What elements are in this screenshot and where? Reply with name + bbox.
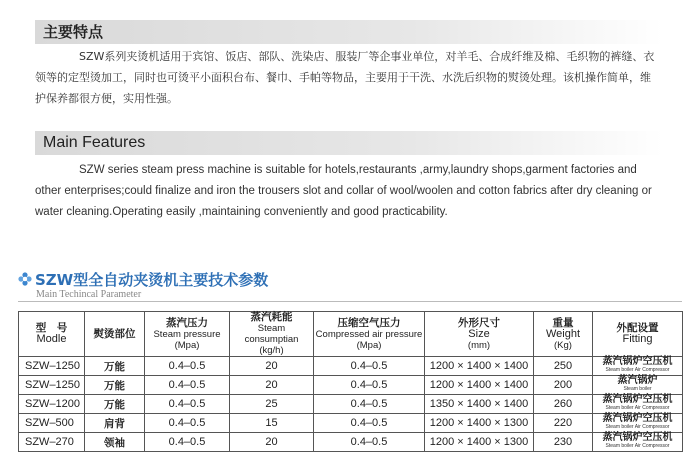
params-title-text: SZW型全自动夹烫机主要技术参数 [35, 270, 269, 289]
cell-part: 万能 [85, 395, 145, 414]
cell-size: 1200 × 1400 × 1400 [425, 376, 534, 395]
features-cn-paragraph [35, 46, 657, 109]
divider [18, 301, 682, 302]
table-header-row [19, 312, 683, 357]
header-steam-consumption: 蒸汽耗能 Steam consumptian (kg/h) [230, 312, 314, 357]
fitting-en: Steam boiler Air Compressor [605, 405, 670, 411]
cell-part: 万能 [85, 376, 145, 395]
cell-fitting [593, 395, 683, 414]
cell-model: SZW–1250 [19, 376, 85, 395]
fitting-cn: 蒸汽锅炉空压机 [602, 394, 673, 405]
fitting-cn: 蒸汽锅炉空压机 [602, 413, 673, 424]
cell-part: 领袖 [85, 433, 145, 452]
fitting-cn: 蒸汽锅炉空压机 [602, 356, 673, 367]
cell-fitting [593, 376, 683, 395]
cell-steam-pressure: 0.4–0.5 [145, 357, 230, 376]
fitting-en: Steam boiler [623, 386, 652, 392]
cell-size: 1200 × 1400 × 1400 [425, 357, 534, 376]
cell-weight: 230 [534, 433, 593, 452]
cell-fitting [593, 414, 683, 433]
features-en-heading: Main Features [35, 131, 663, 155]
cell-weight: 260 [534, 395, 593, 414]
cell-model: SZW–500 [19, 414, 85, 433]
table-row [19, 357, 683, 376]
params-subtitle: Main Techincal Parameter [36, 289, 142, 300]
cell-part: 万能 [85, 357, 145, 376]
cell-weight: 220 [534, 414, 593, 433]
header-size: 外形尺寸 Size (mm) [425, 312, 534, 357]
table-row [19, 395, 683, 414]
cell-steam-consumption: 20 [230, 376, 314, 395]
header-model: 型 号 Modle [19, 312, 85, 357]
cell-steam-pressure: 0.4–0.5 [145, 414, 230, 433]
cell-size: 1350 × 1400 × 1400 [425, 395, 534, 414]
table-row [19, 414, 683, 433]
cell-air-pressure: 0.4–0.5 [314, 433, 425, 452]
cell-air-pressure: 0.4–0.5 [314, 414, 425, 433]
features-cn-heading: 主要特点 [35, 20, 663, 44]
cell-model: SZW–1200 [19, 395, 85, 414]
fitting-cn: 蒸汽锅炉 [617, 375, 658, 386]
cell-air-pressure: 0.4–0.5 [314, 376, 425, 395]
cell-steam-pressure: 0.4–0.5 [145, 376, 230, 395]
cell-steam-consumption: 15 [230, 414, 314, 433]
cell-fitting [593, 433, 683, 452]
params-title [18, 269, 268, 289]
params-table [18, 311, 683, 452]
flower-logo-icon [18, 272, 32, 286]
header-steam-pressure: 蒸汽压力 Steam pressure (Mpa) [145, 312, 230, 357]
cell-steam-pressure: 0.4–0.5 [145, 433, 230, 452]
cell-air-pressure: 0.4–0.5 [314, 357, 425, 376]
fitting-en: Steam boiler Air Compressor [605, 443, 670, 449]
fitting-en: Steam boiler Air Compressor [605, 367, 670, 373]
cell-steam-consumption: 20 [230, 433, 314, 452]
header-air-pressure: 压缩空气压力 Compressed air pressure (Mpa) [314, 312, 425, 357]
cell-weight: 250 [534, 357, 593, 376]
cell-air-pressure: 0.4–0.5 [314, 395, 425, 414]
header-fitting: 外配设置 Fitting [593, 312, 683, 357]
fitting-cn: 蒸汽锅炉空压机 [602, 432, 673, 443]
cell-steam-consumption: 25 [230, 395, 314, 414]
cell-part: 肩背 [85, 414, 145, 433]
cell-model: SZW–1250 [19, 357, 85, 376]
cell-weight: 200 [534, 376, 593, 395]
cell-steam-pressure: 0.4–0.5 [145, 395, 230, 414]
cell-steam-consumption: 20 [230, 357, 314, 376]
cell-fitting [593, 357, 683, 376]
cell-size: 1200 × 1400 × 1300 [425, 433, 534, 452]
table-row [19, 433, 683, 452]
table-row [19, 376, 683, 395]
header-weight: 重量 Weight (Kg) [534, 312, 593, 357]
cell-model: SZW–270 [19, 433, 85, 452]
fitting-en: Steam boiler Air Compressor [605, 424, 670, 430]
features-cn-text: SZW系列夹烫机适用于宾馆、饭店、部队、洗染店、服装厂等企事业单位，对羊毛、合成纤维及棉、毛织物的裤缝、衣领等的定型烫加工，同时也可烫平小面积台布、餐巾、手帕等物品，主要用于干洗、水洗后织物的熨烫处理。该机操作简单，维护保养都很方便，实用性强。 [35, 50, 655, 105]
header-part: 熨烫部位 [85, 312, 145, 357]
features-en-paragraph [35, 160, 657, 223]
features-en-text: SZW series steam press machine is suitable for hotels,restaurants ,army,laundry shops,garment factories and other enterprises;could finalize and iron the trousers slot and collar of wool/woolen and cotton fabrics after dry cleaning or water cleaning.Operating easily ,maintaining conveniently and good practicability. [35, 164, 652, 218]
cell-size: 1200 × 1400 × 1300 [425, 414, 534, 433]
